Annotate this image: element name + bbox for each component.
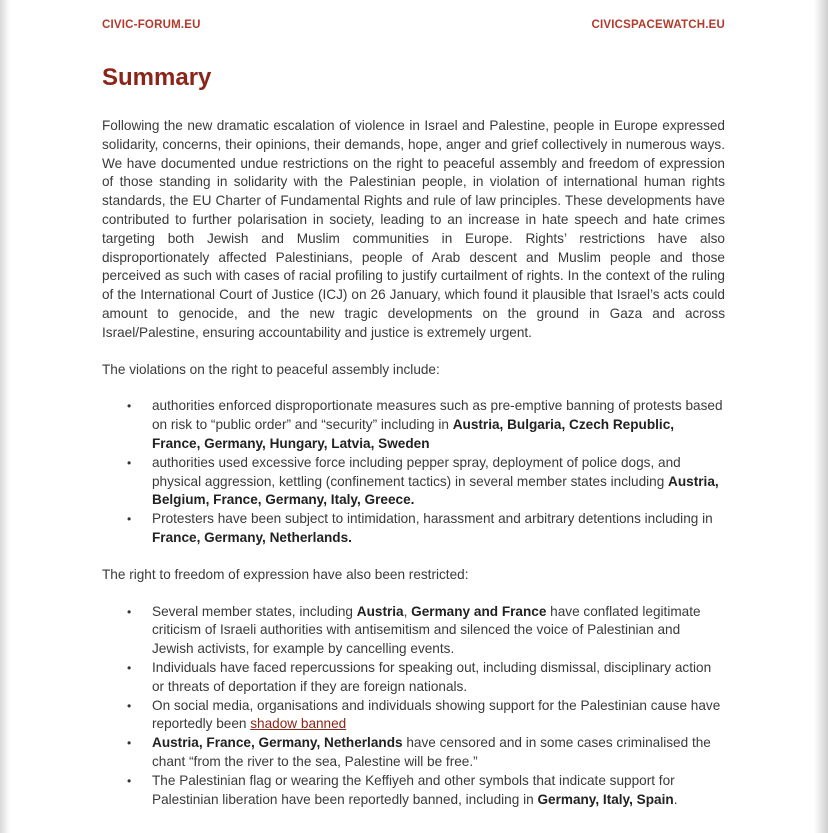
list-item-countries: Austria xyxy=(356,603,404,619)
page-edge-right xyxy=(814,0,828,833)
list-item-text: Several member states, including xyxy=(152,603,357,619)
bullet-icon: • xyxy=(127,512,132,527)
bullet-icon: • xyxy=(127,399,132,414)
list-item xyxy=(102,772,725,810)
page-edge-left xyxy=(0,0,10,833)
list-item-countries: Germany and France xyxy=(411,603,547,619)
document-body xyxy=(102,117,725,809)
list-item-text: authorities enforced disproportionate measures such as pre-emptive banning of protests based on risk to “public order” and “security” including in xyxy=(152,398,723,433)
list-item xyxy=(102,603,725,659)
intro-paragraph: Following the new dramatic escalation of violence in Israel and Palestine, people in Europe expressed solidarity, concerns, their opinions, their demands, hope, anger and grief collectively in numerous ways. We have documented undue restrictions on the right to peaceful assembly and freedom of expression of those standing in solidarity with the Palestinian people, in violation of international human rights standards, the EU Charter of Fundamental Rights and rule of law principles. These developments have contributed to further polarisation in society, leading to an increase in hate speech and hate crimes targeting both Jewish and Muslim communities in Europe. Rights’ restrictions have also disproportionately affected Palestinians, people of Arab descent and Muslim people and those perceived as such with cases of racial profiling to justify curtailment of rights. In the context of the ruling of the International Court of Justice (ICJ) on 26 January, which found it plausible that Israel’s acts could amount to genocide, and the new tragic developments on the ground in Gaza and across Israel/Palestine, ensuring accountability and justice is extremely urgent. xyxy=(102,118,725,340)
list-item-countries: Austria, Bulgaria, Czech Republic, France, Germany, Hungary, Latvia, Sweden xyxy=(152,417,675,451)
list-item xyxy=(102,659,725,697)
page-header xyxy=(102,19,725,33)
list-item-countries: Austria, Belgium, France, Germany, Italy, Greece. xyxy=(152,473,719,508)
list-item-text: The Palestinian flag or wearing the Keffiyeh and other symbols that indicate support for Palestinian liberation have been reportedly banned, including in xyxy=(152,772,675,807)
bullet-icon: • xyxy=(127,773,132,788)
list-item-text: Individuals have faced repercussions for speaking out, including dismissal, disciplinary action or threats of deportation if they are foreign nationals. xyxy=(152,659,712,694)
bullet-icon: • xyxy=(127,455,132,470)
expression-lead: The right to freedom of expression have also been restricted: xyxy=(102,566,469,582)
list-item-text: authorities used excessive force including pepper spray, deployment of police dogs, and physical aggression, kettling (confinement tactics) in several member states including xyxy=(152,454,681,489)
list-item-text: have conflated legitimate criticism of Israeli authorities with antisemitism and silenced the voice of Palestinian and Jewish activists, for example by cancelling events. xyxy=(152,603,701,657)
header-site-right[interactable]: CIVICSPACEWATCH.EU xyxy=(591,19,725,31)
list-item-text: have censored and in some cases criminalised the chant “from the river to the sea, Palestine will be free.” xyxy=(152,735,711,769)
bullet-icon: • xyxy=(127,736,132,751)
list-item-text: . xyxy=(673,791,678,807)
list-item xyxy=(102,510,725,548)
list-item-text: , xyxy=(403,603,412,619)
shadow-banned-link[interactable]: shadow banned xyxy=(250,716,347,732)
list-item xyxy=(102,734,725,772)
page-title: Summary xyxy=(102,64,212,91)
list-item-countries: Austria, France, Germany, Netherlands xyxy=(152,735,403,751)
list-item xyxy=(102,697,725,735)
list-item-countries: France, Germany, Netherlands. xyxy=(152,529,352,545)
bullet-icon: • xyxy=(127,660,132,675)
expression-list xyxy=(102,603,725,810)
list-item-text: Protesters have been subject to intimidation, harassment and arbitrary detentions including in xyxy=(152,511,713,527)
bullet-icon: • xyxy=(127,698,132,713)
list-item xyxy=(102,397,725,453)
header-site-left[interactable]: CIVIC-FORUM.EU xyxy=(102,19,201,31)
list-item-countries: Germany, Italy, Spain xyxy=(537,791,674,807)
bullet-icon: • xyxy=(127,604,132,619)
list-item-text: On social media, organisations and individuals showing support for the Palestinian cause have reportedly been xyxy=(152,697,721,732)
list-item xyxy=(102,454,725,510)
assembly-list xyxy=(102,397,725,547)
assembly-lead: The violations on the right to peaceful assembly include: xyxy=(102,361,440,377)
